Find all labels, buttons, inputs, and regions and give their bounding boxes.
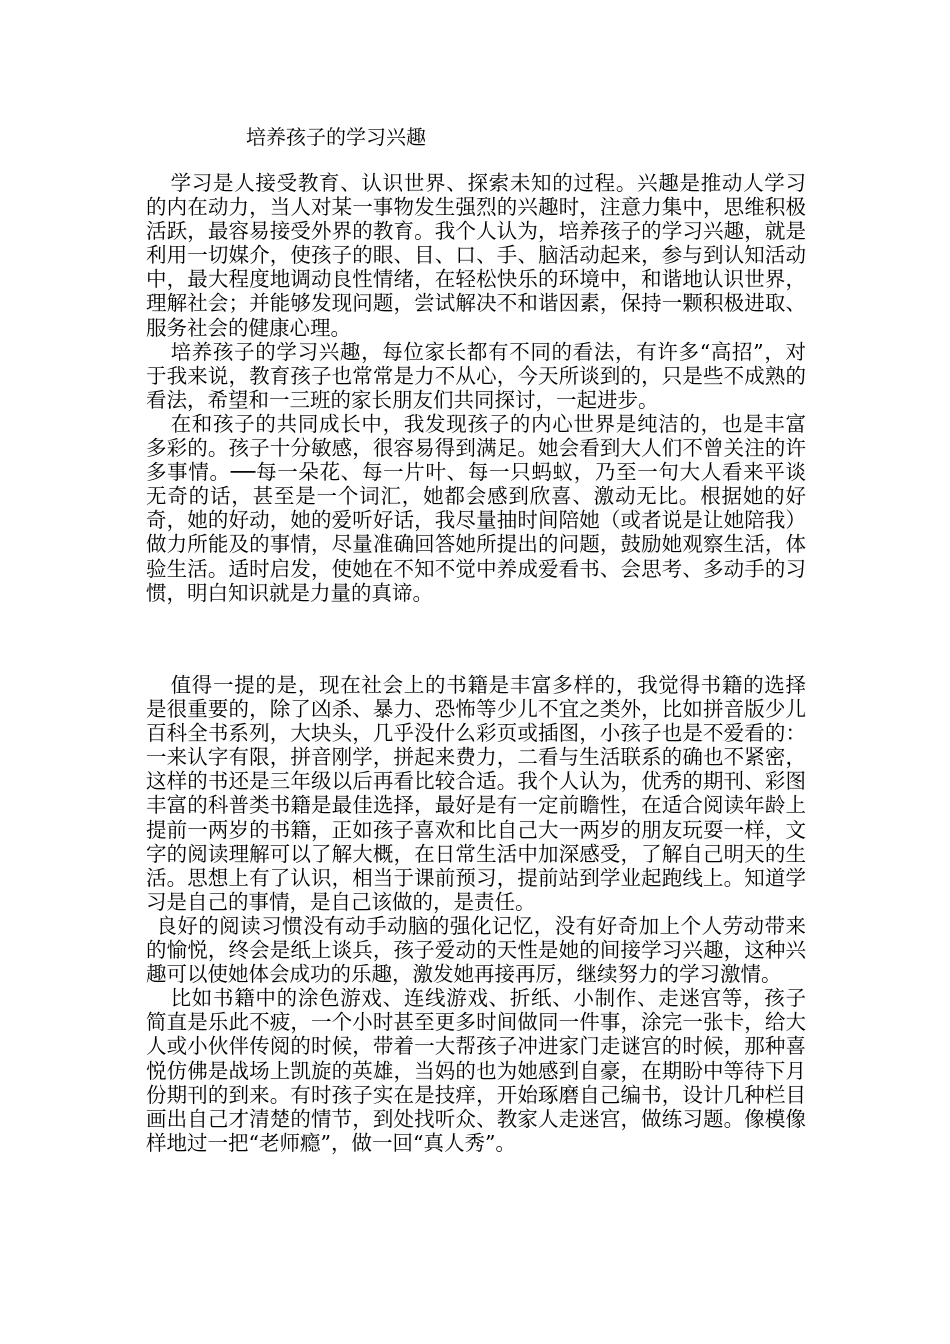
document-title: 培养孩子的学习兴趣 [246, 125, 426, 149]
paragraph-1: 学习是人接受教育、认识世界、探索未知的过程。兴趣是推动人学习的内在动力，当人对某一事物发生强烈的兴趣时，注意力集中，思维积极活跃，最容易接受外界的教育。我个人认为，培养孩子的学习兴趣，就是利用一切媒介，使孩子的眼、目、口、手、脑活动起来，参与到认知活动中，最大程度地调动良性情绪，在轻松快乐的环境中，和谐地认识世界，理解社会；并能够发现问题，尝试解决不和谐因素，保持一颗积极进取、服务社会的健康心理。 [146, 171, 806, 340]
paragraph-6: 比如书籍中的涂色游戏、连线游戏、折纸、小制作、走迷宫等，孩子简直是乐此不疲，一个小时甚至更多时间做同一件事，涂完一张卡，给大人或小伙伴传阅的时候，带着一大帮孩子冲进家门走谜宫的时候，那种喜悦仿佛是战场上凯旋的英雄，当妈的也为她感到自豪，在期盼中等待下月份期刊的到来。有时孩子实在是技痒，开始琢磨自己编书，设计几种栏目画出自己才清楚的情节，到处找听众、教家人走迷宫，做练习题。像模像样地过一把“老师瘾”，做一回“真人秀”。 [146, 986, 806, 1155]
paragraph-5: 良好的阅读习惯没有动手动脑的强化记忆，没有好奇加上个人劳动带来的愉悦，终会是纸上谈兵，孩子爱动的天性是她的间接学习兴趣，这种兴趣可以使她体会成功的乐趣，激发她再接再厉，继续努力的学习激情。 [146, 913, 806, 987]
paragraph-group-lower [146, 673, 806, 1155]
paragraph-4: 值得一提的是，现在社会上的书籍是丰富多样的，我觉得书籍的选择是很重要的，除了凶杀、暴力、恐怖等少儿不宜之类外，比如拼音版少儿百科全书系列，大块头，几乎没什么彩页或插图，小孩子也是不爱看的：一来认字有限，拼音刚学，拼起来费力，二看与生活联系的确也不紧密，这样的书还是三年级以后再看比较合适。我个人认为，优秀的期刊、彩图丰富的科普类书籍是最佳选择，最好是有一定前瞻性，在适合阅读年龄上提前一两岁的书籍，正如孩子喜欢和比自己大一两岁的朋友玩耍一样，文字的阅读理解可以了解大概，在日常生活中加深感受，了解自己明天的生活。思想上有了认识，相当于课前预习，提前站到学业起跑线上。知道学习是自己的事情，是自己该做的，是责任。 [146, 673, 806, 914]
paragraph-2: 培养孩子的学习兴趣，每位家长都有不同的看法，有许多“高招”，对于我来说，教育孩子也常常是力不从心，今天所谈到的，只是些不成熟的看法，希望和一三班的家长朋友们共同探讨，一起进步。 [146, 339, 806, 412]
paragraph-3: 在和孩子的共同成长中，我发现孩子的内心世界是纯洁的，也是丰富多彩的。孩子十分敏感，很容易得到满足。她会看到大人们不曾关注的许多事情。──每一朵花、每一片叶、每一只蚂蚁，乃至一句大人看来平谈无奇的话，甚至是一个词汇，她都会感到欣喜、激动无比。根据她的好奇，她的好动，她的爱听好话，我尽量抽时间陪她（或者说是让她陪我）做力所能及的事情，尽量准确回答她所提出的问题，鼓励她观察生活，体验生活。适时启发，使她在不知不觉中养成爱看书、会思考、多动手的习惯，明白知识就是力量的真谛。 [146, 411, 806, 605]
paragraph-group-upper [146, 171, 806, 605]
